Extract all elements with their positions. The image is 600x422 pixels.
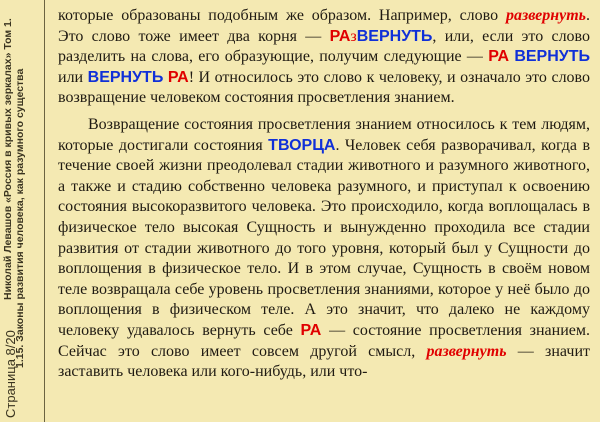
paragraph-1: которые образованы подобным же образом. Например, слово развернуть. Это слово тоже имеет два корня — РАзВЕРНУТЬ, или, если это слово разделить на слова, его образующие, получим следующие — РА ВЕРНУТЬ или ВЕРНУТЬ РА! И относилось это слово к человеку, и означало это слово возвращение человеком состояния просветления знанием. — [58, 7, 591, 107]
main-text — [58, 6, 590, 383]
highlight-word: ВЕРНУТЬ — [356, 27, 433, 45]
sidebar — [0, 0, 50, 422]
highlight-word: развернуть — [426, 342, 507, 360]
page-number: Страница 8/20 — [3, 330, 18, 418]
highlight-word: РА — [488, 48, 510, 66]
highlight-word: РА — [329, 27, 351, 45]
highlight-word: ВЕРНУТЬ — [514, 48, 590, 66]
book-title-line: Николай Левашов «Россия в кривых зеркалах» Том 1. — [2, 18, 14, 300]
chapter-title-line: 1.15. Законы развития человека, как разумного существа — [14, 68, 26, 368]
highlight-word: РА — [300, 321, 322, 339]
highlight-word: развернуть — [505, 7, 586, 24]
highlight-word: РА — [167, 68, 189, 86]
highlight-word: ТВОРЦА — [268, 136, 336, 154]
highlight-word: з — [350, 27, 357, 45]
highlight-word: ВЕРНУТЬ — [87, 68, 164, 86]
sidebar-divider — [44, 0, 45, 422]
paragraph-2: Возвращение состояния просветления знанием относилось к тем людям, которые достигали состояния ТВОРЦА. Человек себя разворачивал, когда в течение своей жизни преодолевал стадии животного и разумного животного, а также и стадию собственно человека разумного, и приступал к освоению состояния высокоразвитого человека. Это происходило, когда воплощалась в физическое тело высокая Сущность и вынужденно проходила все стадии развития от стадии животного до того уровня, который был у Сущности до воплощения в физическое тело. И в этом случае, Сущность в своём новом теле возвращала себе уровень просветления знаниями, которое у неё было до воплощения в физическом теле. А это значит, что далеко не каждому человеку удавалось вернуть себе РА — состояние просветления знанием. Сейчас это слово имеет совсем другой смысл, развернуть — значит заставить человека или кого-нибудь, или что- — [58, 115, 590, 381]
